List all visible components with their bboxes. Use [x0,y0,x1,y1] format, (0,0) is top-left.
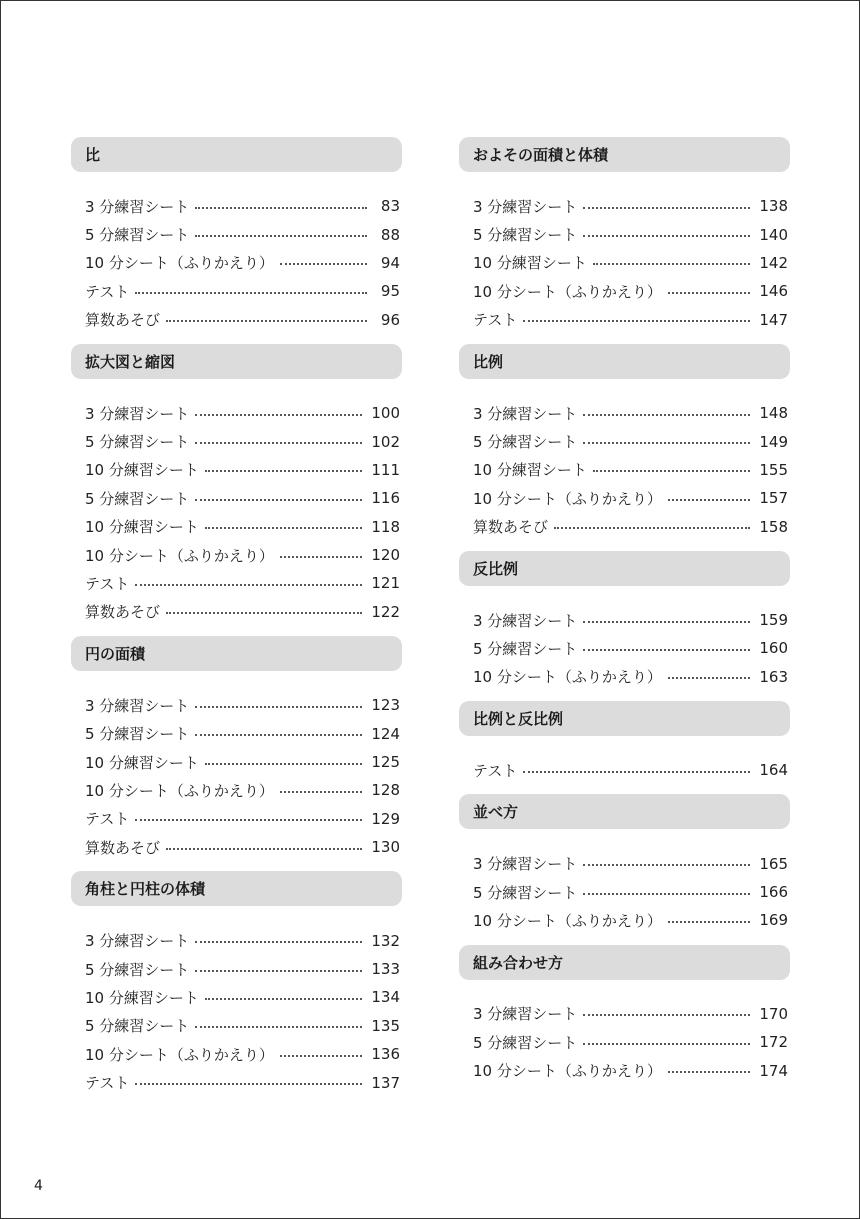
dot-leader [668,498,751,501]
entry-title: 5 分練習シート [85,960,190,979]
entry-title: テスト [85,1074,130,1093]
entry-page-number: 148 [759,404,788,423]
toc-entry [459,878,790,906]
entry-page-number: 169 [759,911,788,930]
entry-list [459,849,790,934]
toc-entry [71,456,402,484]
entry-list [459,192,790,334]
entry-title: テスト [85,574,130,593]
toc-entry [459,220,790,248]
entry-list [459,756,790,784]
toc-section [71,636,402,861]
dot-leader [583,863,750,866]
entry-page-number: 102 [371,432,400,451]
toc-entry [71,513,402,541]
dot-leader [554,526,750,529]
toc-entry [71,427,402,455]
entry-title: 算数あそび [85,311,161,330]
entry-list [71,399,402,626]
toc-entry [71,926,402,954]
entry-list [71,926,402,1096]
entry-title: 10 分シート（ふりかえり） [85,781,274,800]
dot-leader [135,291,367,294]
entry-page-number: 166 [759,883,788,902]
entry-list [459,606,790,691]
dot-leader [195,413,362,416]
toc-entry [71,955,402,983]
entry-page-number: 136 [371,1045,400,1064]
dot-leader [195,441,362,444]
toc-entry [71,983,402,1011]
entry-page-number: 135 [371,1016,400,1035]
toc-entry [71,220,402,248]
entry-title: 10 分シート（ふりかえり） [473,489,662,508]
dot-leader [195,733,362,736]
dot-leader [668,291,751,294]
entry-page-number: 88 [380,225,400,244]
entry-title: 3 分練習シート [85,696,190,715]
dot-leader [166,611,362,614]
dot-leader [195,1025,362,1028]
toc-section [459,945,790,1085]
entry-page-number: 159 [759,611,788,630]
toc-entry [71,1012,402,1040]
entry-title: 10 分シート（ふりかえり） [473,282,662,301]
toc-entry [71,598,402,626]
toc-entry [71,541,402,569]
page-number: 4 [34,1178,43,1194]
entry-page-number: 125 [371,753,400,772]
entry-title: 3 分練習シート [85,404,190,423]
dot-leader [583,892,750,895]
toc-section [71,137,402,334]
entry-title: 3 分練習シート [85,197,190,216]
dot-leader [583,206,750,209]
dot-leader [280,790,363,793]
toc-section [459,344,790,541]
toc-entry [459,634,790,662]
entry-title: 5 分練習シート [473,1033,578,1052]
toc-entry [459,192,790,220]
toc-entry [459,756,790,784]
entry-page-number: 165 [759,854,788,873]
entry-title: 5 分練習シート [473,226,578,245]
toc-entry [459,1028,790,1056]
entry-page-number: 174 [759,1061,788,1080]
entry-page-number: 158 [759,517,788,536]
entry-page-number: 138 [759,197,788,216]
section-header: 角柱と円柱の体積 [71,871,402,906]
toc-section [459,137,790,334]
toc-entry [71,805,402,833]
dot-leader [523,319,750,322]
dot-leader [195,498,362,501]
entry-title: 5 分練習シート [85,226,190,245]
dot-leader [583,648,750,651]
toc-entry [459,1000,790,1028]
entry-page-number: 170 [759,1004,788,1023]
entry-title: 3 分練習シート [85,932,190,951]
toc-section [459,551,790,691]
entry-page-number: 122 [371,602,400,621]
dot-leader [583,413,750,416]
entry-page-number: 94 [380,253,400,272]
toc-column-left [71,137,402,1097]
section-header: 比 [71,137,402,172]
entry-page-number: 124 [371,724,400,743]
section-header: 反比例 [459,551,790,586]
entry-page-number: 147 [759,310,788,329]
dot-leader [668,920,751,923]
entry-page-number: 111 [371,460,400,479]
dot-leader [668,676,751,679]
entry-title: 算数あそび [473,518,549,537]
toc-entry [459,484,790,512]
entry-page-number: 155 [759,460,788,479]
entry-page-number: 133 [371,960,400,978]
entry-page-number: 134 [371,988,400,1007]
entry-page-number: 132 [371,931,400,950]
toc-entry [459,249,790,277]
dot-leader [195,206,367,209]
entry-title: テスト [473,761,518,780]
section-header: 拡大図と縮図 [71,344,402,379]
dot-leader [583,234,750,237]
toc-entry [71,691,402,719]
entry-page-number: 130 [371,838,400,857]
toc-entry [71,484,402,512]
entry-page-number: 140 [759,225,788,244]
section-header: 並べ方 [459,794,790,829]
toc-entry [459,306,790,334]
dot-leader [135,583,362,586]
entry-page-number: 160 [759,639,788,658]
entry-page-number: 142 [759,253,788,272]
entry-title: 10 分シート（ふりかえり） [85,254,274,273]
entry-title: 3 分練習シート [473,611,578,630]
dot-leader [166,319,367,322]
entry-title: テスト [85,810,130,829]
toc-entry [459,427,790,455]
entry-title: 10 分シート（ふりかえり） [473,911,662,930]
toc-entry [459,277,790,305]
toc-entry [459,399,790,427]
entry-title: 5 分練習シート [85,1017,190,1036]
entry-page-number: 157 [759,489,788,508]
dot-leader [135,1082,362,1085]
dot-leader [195,705,362,708]
entry-title: テスト [85,282,130,301]
toc-column-right [459,137,790,1085]
entry-title: 10 分練習シート [473,461,587,480]
entry-title: 10 分練習シート [85,461,199,480]
entry-list [459,399,790,541]
toc-entry [71,399,402,427]
entry-title: 5 分練習シート [85,489,190,508]
section-header: 比例と反比例 [459,701,790,736]
dot-leader [205,762,363,765]
toc-entry [459,456,790,484]
toc-entry [71,1040,402,1068]
entry-title: 3 分練習シート [473,1005,578,1024]
dot-leader [583,1013,750,1016]
entry-page-number: 100 [371,404,400,423]
dot-leader [205,469,363,472]
dot-leader [280,555,363,558]
toc-entry [71,776,402,804]
entry-list [71,691,402,861]
toc-entry [459,849,790,877]
toc-section [71,344,402,626]
toc-entry [459,906,790,934]
entry-page-number: 116 [371,489,400,508]
toc-entry [459,663,790,691]
section-header: およその面積と体積 [459,137,790,172]
entry-page-number: 172 [759,1033,788,1052]
toc-entry [71,192,402,220]
entry-title: 10 分シート（ふりかえり） [85,1045,274,1064]
toc-entry [459,1056,790,1084]
dot-leader [195,940,362,943]
entry-page-number: 95 [380,282,400,301]
entry-title: 算数あそび [85,603,161,622]
entry-page-number: 83 [380,197,400,216]
section-header: 比例 [459,344,790,379]
dot-leader [135,818,362,821]
dot-leader [205,997,363,1000]
toc-entry [71,249,402,277]
entry-title: 3 分練習シート [473,197,578,216]
section-header: 円の面積 [71,636,402,671]
entry-title: 10 分練習シート [85,988,199,1007]
entry-title: 10 分練習シート [473,254,587,273]
toc-entry [71,748,402,776]
section-header: 組み合わせ方 [459,945,790,980]
toc-entry [71,833,402,861]
dot-leader [593,262,751,265]
toc-entry [71,719,402,747]
entry-title: 算数あそび [85,838,161,857]
entry-list [459,1000,790,1085]
dot-leader [205,526,363,529]
toc-entry [71,569,402,597]
entry-title: 10 分練習シート [85,753,199,772]
dot-leader [668,1070,751,1073]
entry-page-number: 149 [759,432,788,451]
entry-page-number: 118 [371,517,400,536]
entry-page-number: 128 [371,781,400,800]
dot-leader [280,262,367,265]
dot-leader [583,1042,750,1045]
toc-entry [71,306,402,334]
dot-leader [195,969,362,972]
toc-section [71,871,402,1096]
entry-title: 5 分練習シート [85,433,190,452]
dot-leader [523,770,750,773]
entry-page-number: 163 [759,667,788,686]
toc-entry [71,1068,402,1096]
entry-title: 10 分シート（ふりかえり） [473,668,662,687]
dot-leader [593,469,751,472]
entry-page-number: 120 [371,546,400,565]
entry-list [71,192,402,334]
entry-title: 10 分シート（ふりかえり） [85,546,274,565]
entry-title: 10 分シート（ふりかえり） [473,1062,662,1081]
entry-title: 3 分練習シート [473,404,578,423]
entry-title: 10 分練習シート [85,518,199,537]
entry-title: 5 分練習シート [473,883,578,902]
dot-leader [583,441,750,444]
entry-page-number: 164 [759,761,788,780]
entry-page-number: 96 [380,310,400,329]
dot-leader [195,234,367,237]
entry-title: 3 分練習シート [473,855,578,874]
entry-title: テスト [473,311,518,330]
toc-entry [459,513,790,541]
toc-section [459,701,790,784]
entry-page-number: 129 [371,809,400,828]
toc-entry [71,277,402,305]
entry-page-number: 121 [371,574,400,593]
entry-page-number: 137 [371,1073,400,1092]
entry-title: 5 分練習シート [473,639,578,658]
dot-leader [280,1054,363,1057]
toc-entry [459,606,790,634]
dot-leader [166,847,362,850]
entry-title: 5 分練習シート [473,433,578,452]
entry-page-number: 146 [759,282,788,301]
entry-title: 5 分練習シート [85,725,190,744]
dot-leader [583,620,750,623]
entry-page-number: 123 [371,696,400,715]
toc-section [459,794,790,934]
